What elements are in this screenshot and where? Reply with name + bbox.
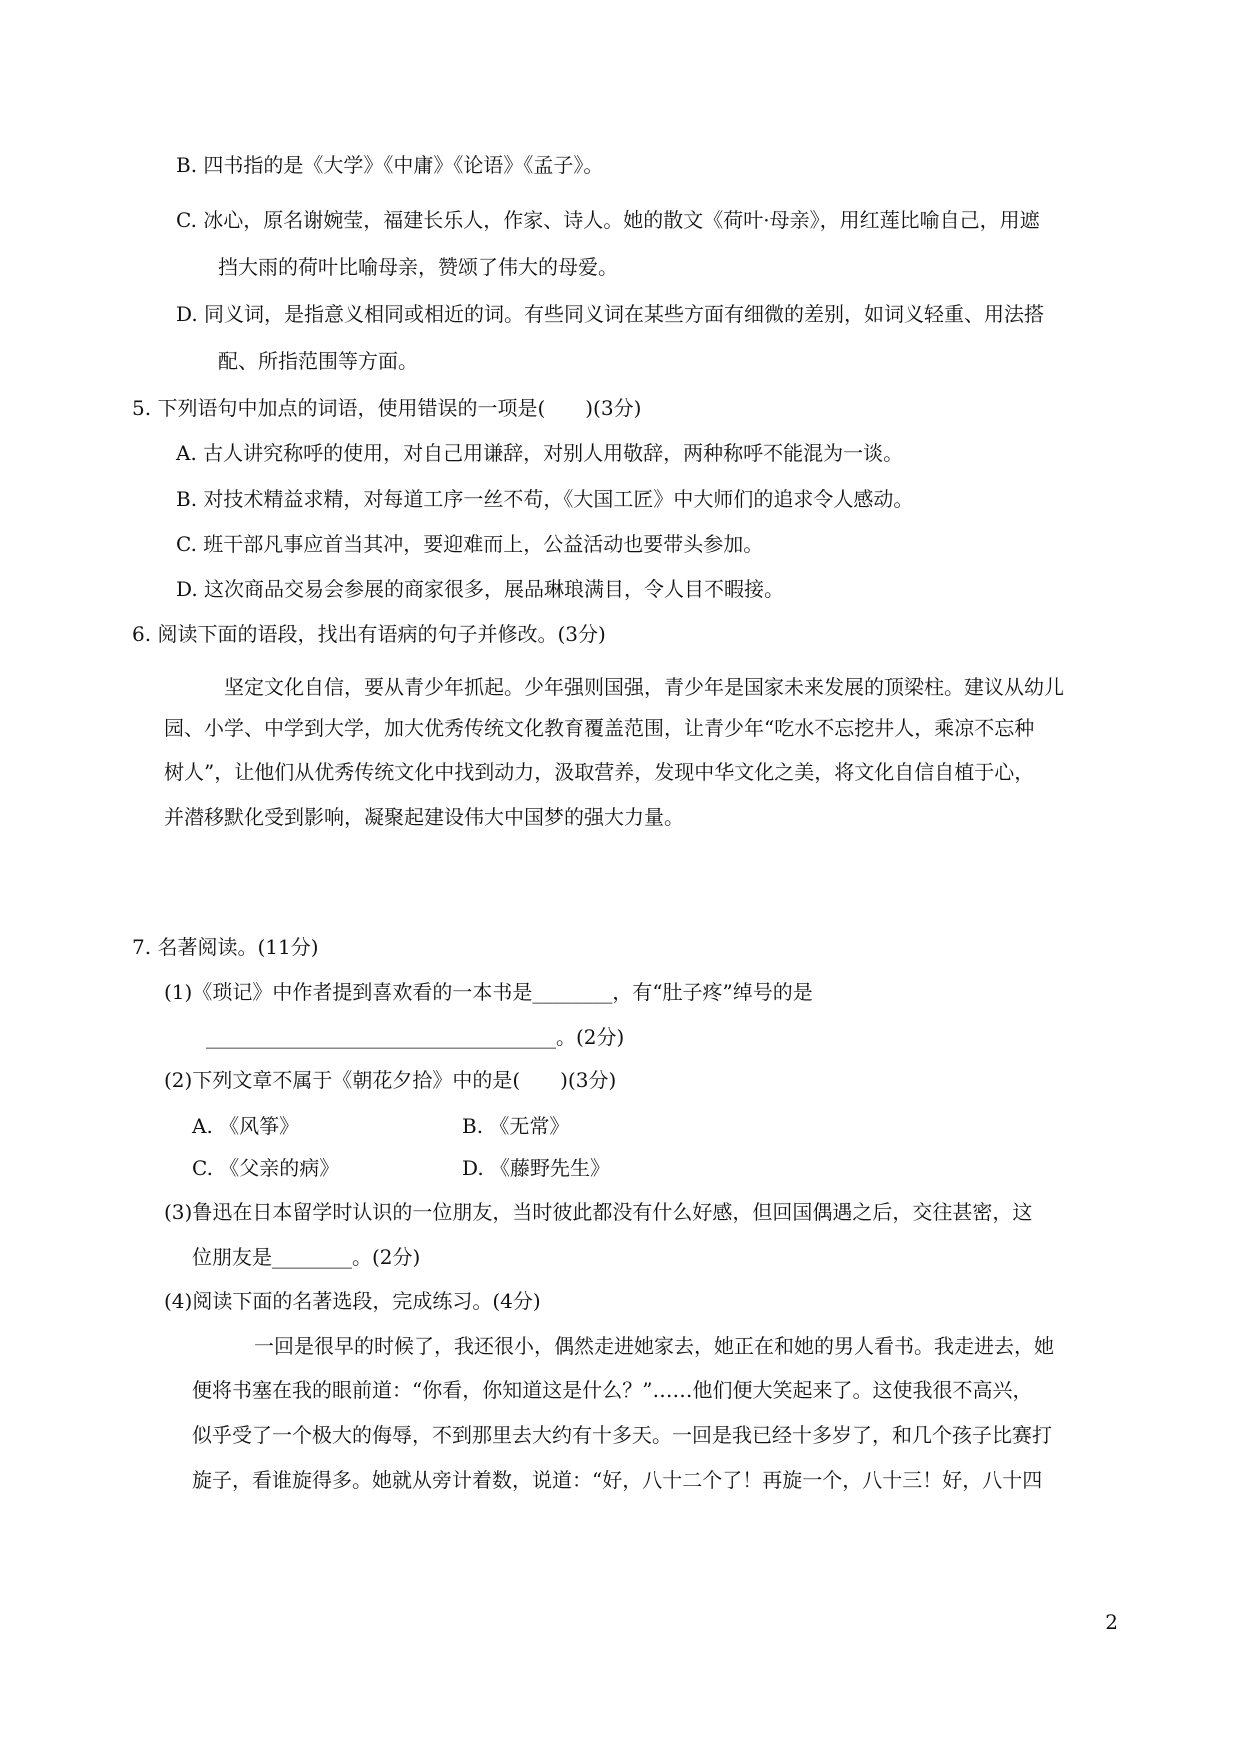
q4-option-b: B. 四书指的是《大学》《中庸》《论语》《孟子》。 [176,153,604,177]
q6-passage-line4: 并潜移默化受到影响，凝聚起建设伟大中国梦的强大力量。 [164,805,684,829]
q4-option-c-line1: C. 冰心，原名谢婉莹，福建长乐人，作家、诗人。她的散文《荷叶·母亲》，用红莲比喻自己，用遮 [176,208,1040,232]
q5-option-b: B. 对技术精益求精，对每道工序一丝不苟，《大国工匠》中大师们的追求令人感动。 [176,487,914,511]
q7-sub4-stem: (4)阅读下面的名著选段，完成练习。(4分) [164,1289,541,1313]
q7-sub2-stem: (2)下列文章不属于《朝花夕拾》中的是( )(3分) [164,1068,617,1092]
q7-stem: 7. 名著阅读。(11分) [132,935,319,959]
q6-passage-line1: 坚定文化自信，要从青少年抓起。少年强则国强，青少年是国家未来发展的顶梁柱。建议从幼儿 [224,675,1064,699]
q7-sub1-line1: (1)《琐记》中作者提到喜欢看的一本书是________，有“肚子疼”绰号的是 [164,980,813,1004]
q7-sub4-passage-line1: 一回是很早的时候了，我还很小，偶然走进她家去，她正在和她的男人看书。我走进去，她 [254,1334,1054,1358]
q7-sub3-line2: 位朋友是________。(2分) [192,1245,421,1269]
q7-sub2-option-c: C. 《父亲的病》 [192,1156,340,1180]
q6-stem: 6. 阅读下面的语段，找出有语病的句子并修改。(3分) [132,622,606,646]
q5-option-d: D. 这次商品交易会参展的商家很多，展品琳琅满目，令人目不暇接。 [176,577,785,601]
q5-stem: 5. 下列语句中加点的词语，使用错误的一项是( )(3分) [132,396,642,420]
q7-sub2-option-a: A. 《风筝》 [192,1114,300,1138]
q7-sub4-passage-line3: 似乎受了一个极大的侮辱，不到那里去大约有十多天。一回是我已经十多岁了，和几个孩子比赛打 [192,1423,1052,1447]
q4-option-c-line2: 挡大雨的荷叶比喻母亲，赞颂了伟大的母爱。 [218,255,618,279]
q6-passage-line3: 树人”，让他们从优秀传统文化中找到动力，汲取营养，发现中华文化之美，将文化自信自植于心， [164,760,1035,784]
q7-sub4-passage-line4: 旋子，看谁旋得多。她就从旁计着数，说道：“好，八十二个了！再旋一个，八十三！好，八十四 [192,1468,1043,1492]
q7-sub4-passage-line2: 便将书塞在我的眼前道：“你看，你知道这是什么？”……他们便大笑起来了。这使我很不高兴， [192,1378,1033,1402]
q7-sub2-option-d: D. 《藤野先生》 [462,1156,611,1180]
q5-option-a: A. 古人讲究称呼的使用，对自己用谦辞，对别人用敬辞，两种称呼不能混为一谈。 [176,441,904,465]
q4-option-d-line2: 配、所指范围等方面。 [218,349,418,373]
q6-passage-line2: 园、小学、中学到大学，加大优秀传统文化教育覆盖范围，让青少年“吃水不忘挖井人，乘凉不忘种 [164,716,1035,740]
q7-sub2-option-b: B. 《无常》 [462,1114,570,1138]
q5-option-c: C. 班干部凡事应首当其冲，要迎难而上，公益活动也要带头参加。 [176,532,764,556]
q7-sub1-answer-line: ___________________________________。(2分) [206,1025,625,1049]
q4-option-d-line1: D. 同义词，是指意义相同或相近的词。有些同义词在某些方面有细微的差别，如词义轻重、用法搭 [176,302,1045,326]
q7-sub3-line1: (3)鲁迅在日本留学时认识的一位朋友，当时彼此都没有什么好感，但回国偶遇之后，交往甚密，这 [164,1200,1033,1224]
page-number: 2 [1105,1610,1118,1634]
